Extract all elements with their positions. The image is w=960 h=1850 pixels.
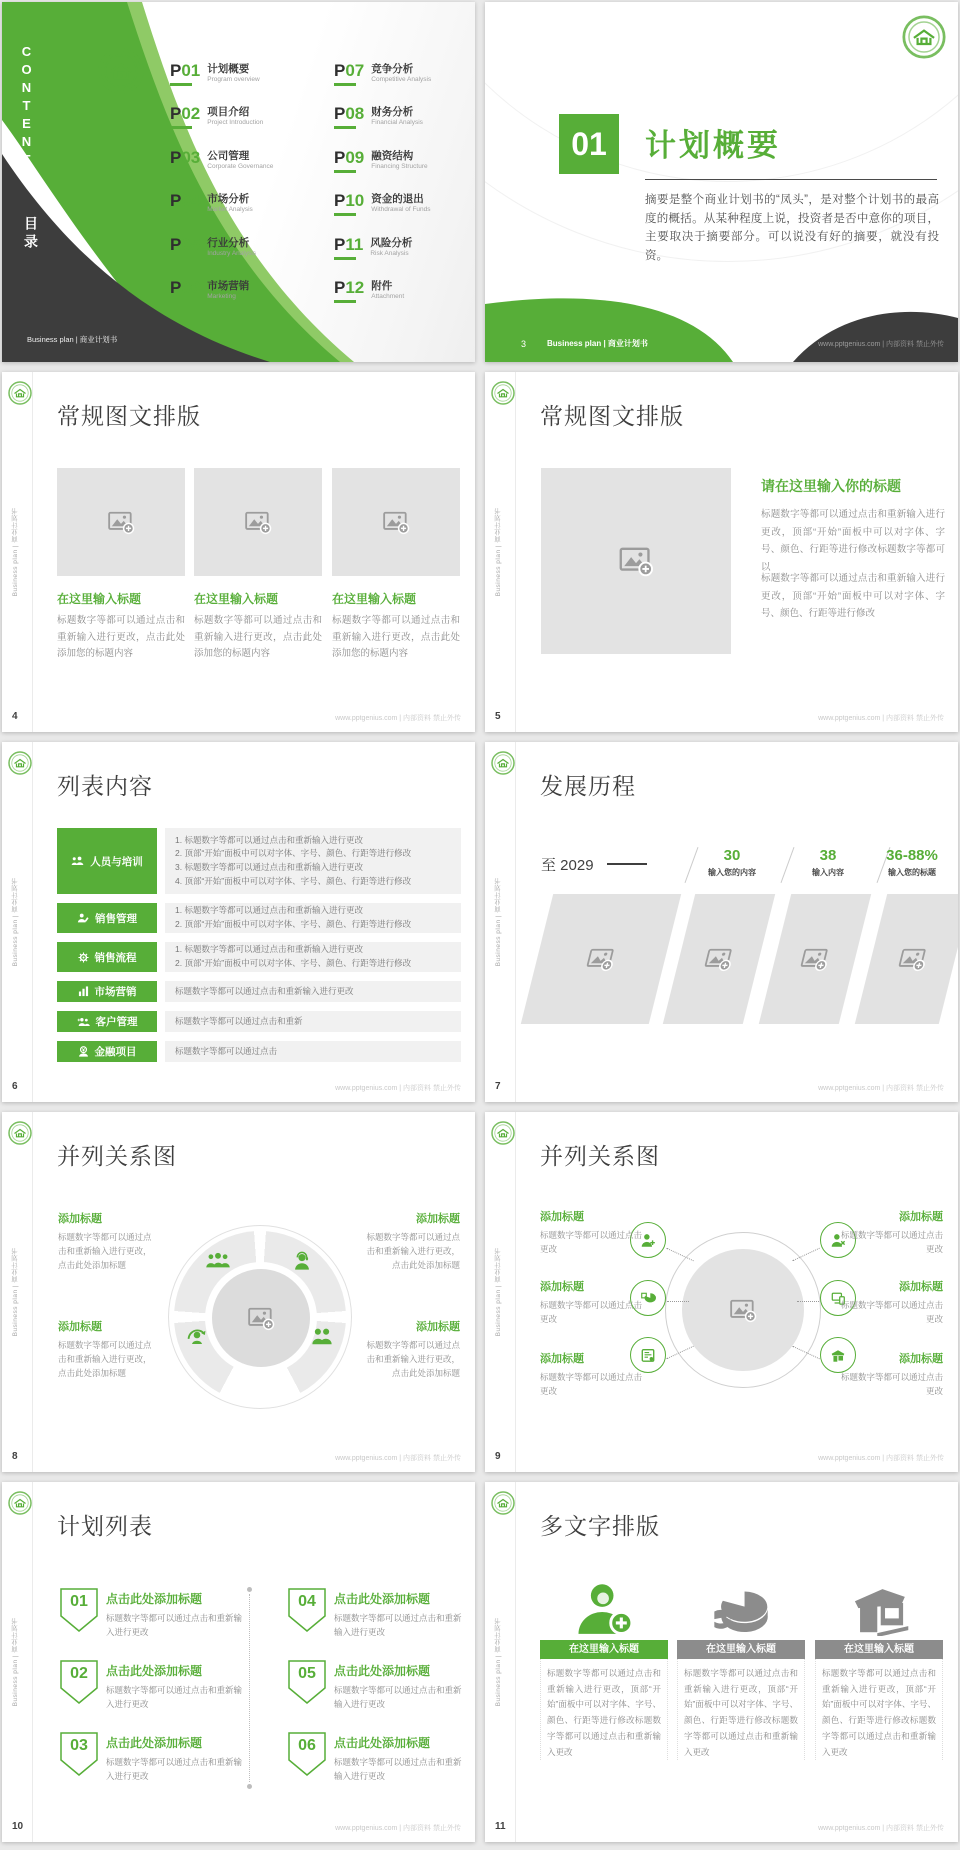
item-body: 标题数字等都可以通过点击和重新输入进行更改 bbox=[106, 1757, 243, 1782]
item-title: 点击此处添加标题 bbox=[334, 1664, 431, 1678]
page-number: 7 bbox=[495, 1081, 501, 1092]
crest-logo bbox=[8, 751, 32, 775]
row-body: 标题数字等都可以通过点击和重新 bbox=[165, 1011, 461, 1032]
divider-line bbox=[645, 179, 937, 180]
block-title: 添加标题 bbox=[899, 1211, 943, 1223]
image-placeholder-icon bbox=[244, 509, 272, 535]
toc-item[interactable] bbox=[170, 149, 326, 173]
content-paragraph: 标题数字等都可以通过点击和重新输入进行更改，顶部“开始”面板中可以对字体、字号、颜色、行距等进行修改 bbox=[761, 573, 945, 620]
sales-icon bbox=[77, 913, 89, 923]
plan-item bbox=[334, 1662, 464, 1712]
image-placeholder[interactable] bbox=[663, 894, 775, 1024]
text-column bbox=[815, 1566, 943, 1760]
item-body: 标题数字等都可以通过点击和重新输入进行更改 bbox=[334, 1757, 462, 1782]
toc-number: P02 bbox=[170, 104, 201, 123]
toc-item[interactable] bbox=[334, 149, 475, 173]
toc-title-cn: 市场营销 bbox=[207, 280, 250, 292]
sidebar-divider bbox=[515, 742, 516, 1102]
column-body: 标题数字等都可以通过点击和重新输入进行更改，顶部“开始”面板中可以对字体、字号、颜色、行距等进行修改标题数字等都可以通过点击和重新输入更改 bbox=[677, 1659, 805, 1760]
sidebar-divider bbox=[32, 372, 33, 732]
image-placeholder[interactable] bbox=[759, 894, 871, 1024]
block-body: 标题数字等都可以通过点击更改 bbox=[841, 1230, 944, 1255]
row-body: 标题数字等都可以通过点击和重新输入进行更改 bbox=[165, 981, 461, 1002]
crest-logo-icon bbox=[8, 1121, 32, 1145]
toc-title-cn: 公司管理 bbox=[207, 150, 250, 162]
block-body: 标题数字等都可以通过点击和重新输入进行更改，点击此处添加标题 bbox=[58, 1340, 152, 1379]
accent-bar bbox=[334, 257, 356, 260]
toc-number: P05 bbox=[170, 235, 201, 254]
slide-multi-text[interactable] bbox=[485, 1482, 958, 1842]
connector-line bbox=[667, 1301, 689, 1302]
crest-logo-icon bbox=[8, 1491, 32, 1515]
sidebar-brand-text: Business plan | 商业计划书 bbox=[12, 877, 19, 967]
column-body: 标题数字等都可以通过点击和重新输入进行更改，顶部“开始”面板中可以对字体、字号、颜色、行距等进行修改标题数字等都可以通过点击和重新输入更改 bbox=[540, 1659, 668, 1760]
brand-footer: Business plan | 商业计划书 bbox=[27, 335, 118, 344]
row-label[interactable]: 市场营销 bbox=[57, 981, 157, 1002]
crest-logo bbox=[8, 381, 32, 405]
text-column bbox=[677, 1566, 805, 1760]
list-row bbox=[57, 981, 461, 1002]
toc-item[interactable] bbox=[170, 62, 326, 86]
slide-image-layout-1[interactable] bbox=[485, 372, 958, 732]
page-title: 发展历程 bbox=[540, 773, 636, 799]
toc-title-en: Program overview bbox=[207, 76, 260, 84]
number-badge: 05 bbox=[288, 1660, 326, 1704]
toc-number: P04 bbox=[170, 191, 201, 210]
toc-title-cn: 附件 bbox=[371, 280, 393, 292]
site-footer: www.pptgenius.com | 内部资料 禁止外传 bbox=[335, 1455, 461, 1462]
block-body: 标题数字等都可以通过点击更改 bbox=[841, 1372, 944, 1397]
toc-item[interactable] bbox=[334, 105, 475, 129]
toc-number: P09 bbox=[334, 148, 365, 167]
block-body: 标题数字等都可以通过点击更改 bbox=[540, 1300, 643, 1325]
block-title: 添加标题 bbox=[416, 1321, 460, 1333]
sidebar-brand-text: Business plan | 商业计划书 bbox=[12, 507, 19, 597]
big-building-icon bbox=[848, 1584, 910, 1636]
stat-value: 36-88% bbox=[886, 847, 938, 864]
image-text-card bbox=[57, 468, 185, 663]
accent-bar bbox=[334, 300, 356, 303]
page-title: 计划列表 bbox=[57, 1513, 153, 1539]
list-row bbox=[57, 1011, 461, 1032]
plan-item bbox=[334, 1734, 464, 1784]
team-icon bbox=[71, 856, 84, 866]
green-swoosh-graphic bbox=[2, 2, 475, 362]
block-title: 添加标题 bbox=[540, 1211, 584, 1223]
crest-logo-icon bbox=[491, 1121, 515, 1145]
person-refresh-icon bbox=[185, 1326, 209, 1350]
image-text-card bbox=[194, 468, 322, 663]
process-gear-icon bbox=[78, 952, 89, 963]
site-footer: www.pptgenius.com | 内部资料 禁止外传 bbox=[335, 715, 461, 722]
card-title: 在这里输入标题 bbox=[332, 592, 417, 606]
toc-title-cn: 财务分析 bbox=[371, 106, 414, 118]
big-person-icon bbox=[573, 1581, 635, 1636]
crest-logo bbox=[98, 48, 144, 94]
list-row bbox=[57, 942, 461, 972]
toc-number: P12 bbox=[334, 278, 365, 297]
crest-logo bbox=[491, 1491, 515, 1515]
timeline-stat bbox=[687, 847, 777, 878]
row-body: 标题数字等都可以通过点击 bbox=[165, 1041, 461, 1062]
page-number: 11 bbox=[495, 1821, 506, 1832]
column-header[interactable]: 在这里输入标题 bbox=[815, 1640, 943, 1659]
block-body: 标题数字等都可以通过点击更改 bbox=[540, 1230, 643, 1255]
toc-title-en: Competitive Analysis bbox=[371, 76, 432, 84]
contents-vertical-subtitle: 目录 bbox=[23, 216, 39, 252]
toc-title-cn: 项目介绍 bbox=[207, 106, 250, 118]
toc-title-en: Project Introduction bbox=[207, 119, 264, 127]
toc-title-en: Financial Analysis bbox=[371, 119, 423, 127]
item-body: 标题数字等都可以通过点击和重新输入进行更改 bbox=[334, 1685, 462, 1710]
plan-item bbox=[106, 1734, 248, 1784]
toc-title-en: Industry Analysis bbox=[207, 250, 257, 258]
page-title: 常规图文排版 bbox=[540, 403, 684, 429]
row-body: 1. 标题数字等都可以通过点击和重新输入进行更改 2. 顶部“开始”面板中可以对字体、字号、颜色、行距等进行修改 bbox=[165, 903, 461, 933]
sidebar-divider bbox=[515, 1482, 516, 1842]
toc-title-cn: 计划概要 bbox=[207, 63, 250, 75]
number-badge: 06 bbox=[288, 1732, 326, 1776]
accent-bar bbox=[170, 257, 192, 260]
sidebar-brand-text: Business plan | 商业计划书 bbox=[495, 877, 502, 967]
block-body: 标题数字等都可以通过点击更改 bbox=[540, 1372, 643, 1397]
diagram-text-block bbox=[841, 1208, 943, 1256]
toc-title-en: Financing Structure bbox=[371, 163, 428, 171]
slide-list-content[interactable] bbox=[2, 742, 475, 1102]
page-title: 并列关系图 bbox=[540, 1143, 660, 1169]
diagram-text-block bbox=[540, 1278, 642, 1326]
list-row bbox=[57, 1041, 461, 1062]
brand-footer: Business plan | 商业计划书 bbox=[547, 339, 648, 348]
toc-title-en: Corporate Governance bbox=[207, 163, 274, 171]
crest-logo bbox=[8, 1121, 32, 1145]
image-placeholder[interactable] bbox=[332, 468, 460, 576]
toc-number: P11 bbox=[334, 235, 364, 254]
text-column bbox=[540, 1566, 668, 1760]
connector-line bbox=[797, 1301, 819, 1302]
image-placeholder[interactable] bbox=[521, 894, 681, 1024]
crest-logo bbox=[491, 1121, 515, 1145]
pie-box-icon bbox=[640, 1291, 656, 1306]
people-group-icon bbox=[205, 1252, 231, 1269]
item-title: 点击此处添加标题 bbox=[334, 1592, 431, 1606]
bar-chart-icon bbox=[78, 986, 89, 996]
site-footer: www.pptgenius.com | 内部资料 禁止外传 bbox=[818, 341, 944, 348]
plan-item bbox=[106, 1662, 248, 1712]
accent-bar bbox=[334, 213, 356, 216]
sidebar-brand-text: Business plan | 商业计划书 bbox=[12, 1617, 19, 1707]
toc-title-en: Risk Analysis bbox=[370, 250, 409, 258]
crest-logo-icon bbox=[902, 15, 946, 59]
toc-number: P07 bbox=[334, 61, 365, 80]
page-number: 3 bbox=[521, 339, 527, 349]
toc-title-cn: 竞争分析 bbox=[371, 63, 414, 75]
card-body: 标题数字等都可以通过点击和重新输入进行更改，点击此处添加您的标题内容 bbox=[194, 615, 322, 660]
number-badge: 02 bbox=[60, 1660, 98, 1704]
toc-title-cn: 风险分析 bbox=[370, 237, 413, 249]
support-person-icon bbox=[291, 1251, 313, 1270]
item-title: 点击此处添加标题 bbox=[106, 1664, 203, 1678]
toc-item[interactable] bbox=[170, 192, 326, 216]
content-paragraph: 标题数字等都可以通过点击和重新输入进行更改，顶部“开始”面板中可以对字体、字号、颜色、行距等进行修改标题数字等都可以 bbox=[761, 509, 945, 573]
section-title: 计划概要 bbox=[645, 128, 781, 163]
site-footer: www.pptgenius.com | 内部资料 禁止外传 bbox=[818, 1085, 944, 1092]
page-title: 并列关系图 bbox=[57, 1143, 177, 1169]
toc-title-cn: 资金的退出 bbox=[371, 193, 424, 205]
toc-item[interactable] bbox=[170, 279, 326, 303]
item-body: 标题数字等都可以通过点击和重新输入进行更改 bbox=[106, 1685, 243, 1710]
item-title: 点击此处添加标题 bbox=[334, 1736, 431, 1750]
timeline-dash bbox=[607, 863, 647, 865]
image-placeholder-icon bbox=[247, 1305, 275, 1331]
slide-timeline[interactable] bbox=[485, 742, 958, 1102]
toc-number: P01 bbox=[170, 61, 201, 80]
image-placeholder-icon bbox=[107, 509, 135, 535]
ring-diagram bbox=[168, 1225, 352, 1409]
sidebar-brand-text: Business plan | 商业计划书 bbox=[12, 1247, 19, 1337]
stat-label: 输入您的标题 bbox=[888, 868, 936, 877]
crest-logo-icon bbox=[8, 751, 32, 775]
block-title: 添加标题 bbox=[540, 1353, 584, 1365]
diagram-text-block bbox=[58, 1318, 154, 1380]
card-body: 标题数字等都可以通过点击和重新输入进行更改，点击此处添加您的标题内容 bbox=[57, 615, 185, 660]
stat-value: 38 bbox=[819, 847, 837, 864]
toc-item[interactable] bbox=[334, 236, 475, 260]
toc-title-cn: 行业分析 bbox=[207, 237, 250, 249]
image-placeholder[interactable] bbox=[194, 468, 322, 576]
row-label[interactable]: 金融项目 bbox=[57, 1041, 157, 1062]
toc-number: P08 bbox=[334, 104, 365, 123]
block-body: 标题数字等都可以通过点击和重新输入进行更改，点击此处添加标题 bbox=[366, 1232, 460, 1271]
accent-bar bbox=[170, 170, 192, 173]
number-badge: 04 bbox=[288, 1588, 326, 1632]
partners-icon bbox=[311, 1327, 333, 1345]
stat-label: 输入内容 bbox=[812, 868, 844, 877]
diagram-text-block bbox=[364, 1210, 460, 1272]
site-footer: www.pptgenius.com | 内部资料 禁止外传 bbox=[818, 1825, 944, 1832]
list-rows bbox=[57, 828, 461, 1071]
crest-logo bbox=[8, 1491, 32, 1515]
row-label[interactable]: 人员与培训 bbox=[57, 828, 157, 894]
stat-label: 输入您的内容 bbox=[708, 868, 756, 877]
page-title: 常规图文排版 bbox=[57, 403, 201, 429]
column-header[interactable]: 在这里输入标题 bbox=[677, 1640, 805, 1659]
card-title: 在这里输入标题 bbox=[57, 592, 142, 606]
image-text-card bbox=[332, 468, 460, 663]
plan-item bbox=[106, 1590, 248, 1640]
divider-dot bbox=[247, 1784, 252, 1789]
site-footer: www.pptgenius.com | 内部资料 禁止外传 bbox=[335, 1085, 461, 1092]
site-footer: www.pptgenius.com | 内部资料 禁止外传 bbox=[335, 1825, 461, 1832]
toc-number: P06 bbox=[170, 278, 201, 297]
accent-bar bbox=[170, 300, 192, 303]
timeline-stat bbox=[867, 847, 957, 878]
diagram-text-block bbox=[540, 1208, 642, 1256]
toc-title-en: Marketing bbox=[207, 293, 236, 301]
customers-icon bbox=[77, 1017, 90, 1027]
diagram-text-block bbox=[540, 1350, 642, 1398]
item-body: 标题数字等都可以通过点击和重新输入进行更改 bbox=[334, 1613, 462, 1638]
sidebar-brand-text: Business plan | 商业计划书 bbox=[495, 507, 502, 597]
toc-item[interactable] bbox=[334, 279, 475, 303]
image-placeholder[interactable] bbox=[541, 468, 731, 654]
image-placeholder-icon bbox=[702, 946, 736, 972]
row-label[interactable]: 销售流程 bbox=[57, 942, 157, 972]
sidebar-divider bbox=[515, 372, 516, 732]
diagram-text-block bbox=[364, 1318, 460, 1380]
block-title: 添加标题 bbox=[58, 1213, 102, 1225]
center-image-placeholder[interactable] bbox=[682, 1249, 804, 1371]
contents-vertical-title: CONTENTS bbox=[19, 44, 34, 188]
list-row bbox=[57, 828, 461, 894]
slide-parallel-diagram-4[interactable] bbox=[2, 1112, 475, 1472]
center-dotted-divider bbox=[249, 1594, 250, 1782]
crest-logo-icon bbox=[491, 1491, 515, 1515]
crest-logo-icon bbox=[491, 381, 515, 405]
plan-item bbox=[334, 1590, 464, 1640]
row-label[interactable]: 客户管理 bbox=[57, 1011, 157, 1032]
slide-section-01[interactable] bbox=[485, 2, 958, 362]
crest-logo bbox=[491, 751, 515, 775]
block-title: 添加标题 bbox=[58, 1321, 102, 1333]
crest-logo bbox=[491, 381, 515, 405]
page-number: 6 bbox=[12, 1081, 18, 1092]
column-body: 标题数字等都可以通过点击和重新输入进行更改，顶部“开始”面板中可以对字体、字号、颜色、行距等进行修改标题数字等都可以通过点击和重新输入更改 bbox=[815, 1659, 943, 1760]
sidebar-brand-text: Business plan | 商业计划书 bbox=[495, 1617, 502, 1707]
item-title: 点击此处添加标题 bbox=[106, 1592, 203, 1606]
card-title: 在这里输入标题 bbox=[194, 592, 279, 606]
toc-title-cn: 融资结构 bbox=[371, 150, 414, 162]
accent-bar bbox=[334, 170, 356, 173]
page-number: 8 bbox=[12, 1451, 18, 1462]
accent-bar bbox=[170, 83, 192, 86]
sidebar-divider bbox=[32, 742, 33, 1102]
page-title: 列表内容 bbox=[57, 773, 153, 799]
diagram-text-block bbox=[841, 1350, 943, 1398]
image-placeholder[interactable] bbox=[855, 894, 958, 1024]
row-label[interactable]: 销售管理 bbox=[57, 903, 157, 933]
image-placeholder[interactable] bbox=[57, 468, 185, 576]
accent-bar bbox=[334, 126, 356, 129]
slide-plan-list[interactable] bbox=[2, 1482, 475, 1842]
block-body: 标题数字等都可以通过点击更改 bbox=[841, 1300, 944, 1325]
section-body: 摘要是整个商业计划书的“凤头”，是对整个计划书的最高度的概括。从某种程度上说，投资者是否中意你的项目，主要取决于摘要部分。可以说没有好的摘要，就没有投资。 bbox=[645, 194, 939, 262]
section-number-box: 01 bbox=[559, 114, 619, 174]
list-row bbox=[57, 903, 461, 933]
block-body: 标题数字等都可以通过点击和重新输入进行更改，点击此处添加标题 bbox=[58, 1232, 152, 1271]
toc-number: P03 bbox=[170, 148, 201, 167]
row-body: 1. 标题数字等都可以通过点击和重新输入进行更改 2. 顶部“开始”面板中可以对字体、字号、颜色、行距等进行修改 3. 标题数字等都可以通过点击和重新输入进行更改 4. 顶部“开始”面板中可以对字体、字号、颜色、行距等进行修改 bbox=[165, 828, 461, 894]
image-placeholder-icon bbox=[618, 544, 654, 577]
image-placeholder-icon bbox=[729, 1297, 757, 1323]
crest-logo-icon bbox=[8, 381, 32, 405]
sidebar-divider bbox=[515, 1112, 516, 1472]
page-number: 9 bbox=[495, 1451, 501, 1462]
block-title: 添加标题 bbox=[416, 1213, 460, 1225]
toc-title-cn: 市场分析 bbox=[207, 193, 250, 205]
id-card-icon bbox=[640, 1348, 656, 1363]
toc-item[interactable] bbox=[334, 62, 475, 86]
card-body: 标题数字等都可以通过点击和重新输入进行更改，点击此处添加您的标题内容 bbox=[332, 615, 460, 660]
block-title: 添加标题 bbox=[899, 1281, 943, 1293]
diagram-text-block bbox=[58, 1210, 154, 1272]
item-body: 标题数字等都可以通过点击和重新输入进行更改 bbox=[106, 1613, 243, 1638]
page-number: 5 bbox=[495, 711, 501, 722]
slide-parallel-diagram-6[interactable] bbox=[485, 1112, 958, 1472]
image-placeholder-icon bbox=[798, 946, 832, 972]
toc-item[interactable] bbox=[170, 236, 326, 260]
page-number: 10 bbox=[12, 1821, 24, 1832]
block-title: 添加标题 bbox=[899, 1353, 943, 1365]
sidebar-divider bbox=[32, 1112, 33, 1472]
toc-title-en: Attachment bbox=[371, 293, 405, 301]
sidebar-divider bbox=[32, 1482, 33, 1842]
footer-swoosh-graphic bbox=[485, 292, 958, 362]
crest-logo-icon bbox=[98, 48, 144, 94]
block-title: 添加标题 bbox=[540, 1281, 584, 1293]
image-placeholder-icon bbox=[896, 946, 930, 972]
toc-item[interactable] bbox=[334, 192, 475, 216]
crest-logo bbox=[902, 15, 946, 59]
image-placeholder-icon bbox=[382, 509, 410, 535]
crest-logo-icon bbox=[491, 751, 515, 775]
site-footer: www.pptgenius.com | 内部资料 禁止外传 bbox=[818, 1455, 944, 1462]
number-badge: 03 bbox=[60, 1732, 98, 1776]
person-add-icon bbox=[640, 1233, 656, 1248]
item-title: 点击此处添加标题 bbox=[106, 1736, 203, 1750]
diagram-text-block bbox=[841, 1278, 943, 1326]
number-badge: 01 bbox=[60, 1588, 98, 1632]
slide-image-layout-3[interactable] bbox=[2, 372, 475, 732]
accent-bar bbox=[170, 126, 192, 129]
center-image-placeholder[interactable] bbox=[212, 1269, 310, 1367]
finance-icon bbox=[78, 1046, 89, 1057]
stat-value: 30 bbox=[723, 847, 741, 864]
column-header[interactable]: 在这里输入标题 bbox=[540, 1640, 668, 1659]
toc-number: P10 bbox=[334, 191, 365, 210]
page-title: 多文字排版 bbox=[540, 1513, 660, 1539]
site-footer: www.pptgenius.com | 内部资料 禁止外传 bbox=[818, 715, 944, 722]
toc-title-en: Withdrawal of Funds bbox=[371, 206, 431, 214]
timeline-prefix: 至 2029 bbox=[541, 857, 594, 874]
content-heading: 请在这里输入你的标题 bbox=[761, 478, 901, 494]
accent-bar bbox=[170, 213, 192, 216]
sidebar-brand-text: Business plan | 商业计划书 bbox=[495, 1247, 502, 1337]
toc-item[interactable] bbox=[170, 105, 326, 129]
big-pie-icon bbox=[709, 1588, 773, 1636]
toc-title-en: Market Analysis bbox=[207, 206, 253, 214]
accent-bar bbox=[334, 83, 356, 86]
page-number: 4 bbox=[12, 711, 18, 722]
image-placeholder-icon bbox=[584, 946, 618, 972]
slide-toc[interactable] bbox=[2, 2, 475, 362]
block-body: 标题数字等都可以通过点击和重新输入进行更改，点击此处添加标题 bbox=[366, 1340, 460, 1379]
timeline-stat bbox=[783, 847, 873, 878]
row-body: 1. 标题数字等都可以通过点击和重新输入进行更改 2. 顶部“开始”面板中可以对字体、字号、颜色、行距等进行修改 bbox=[165, 942, 461, 972]
